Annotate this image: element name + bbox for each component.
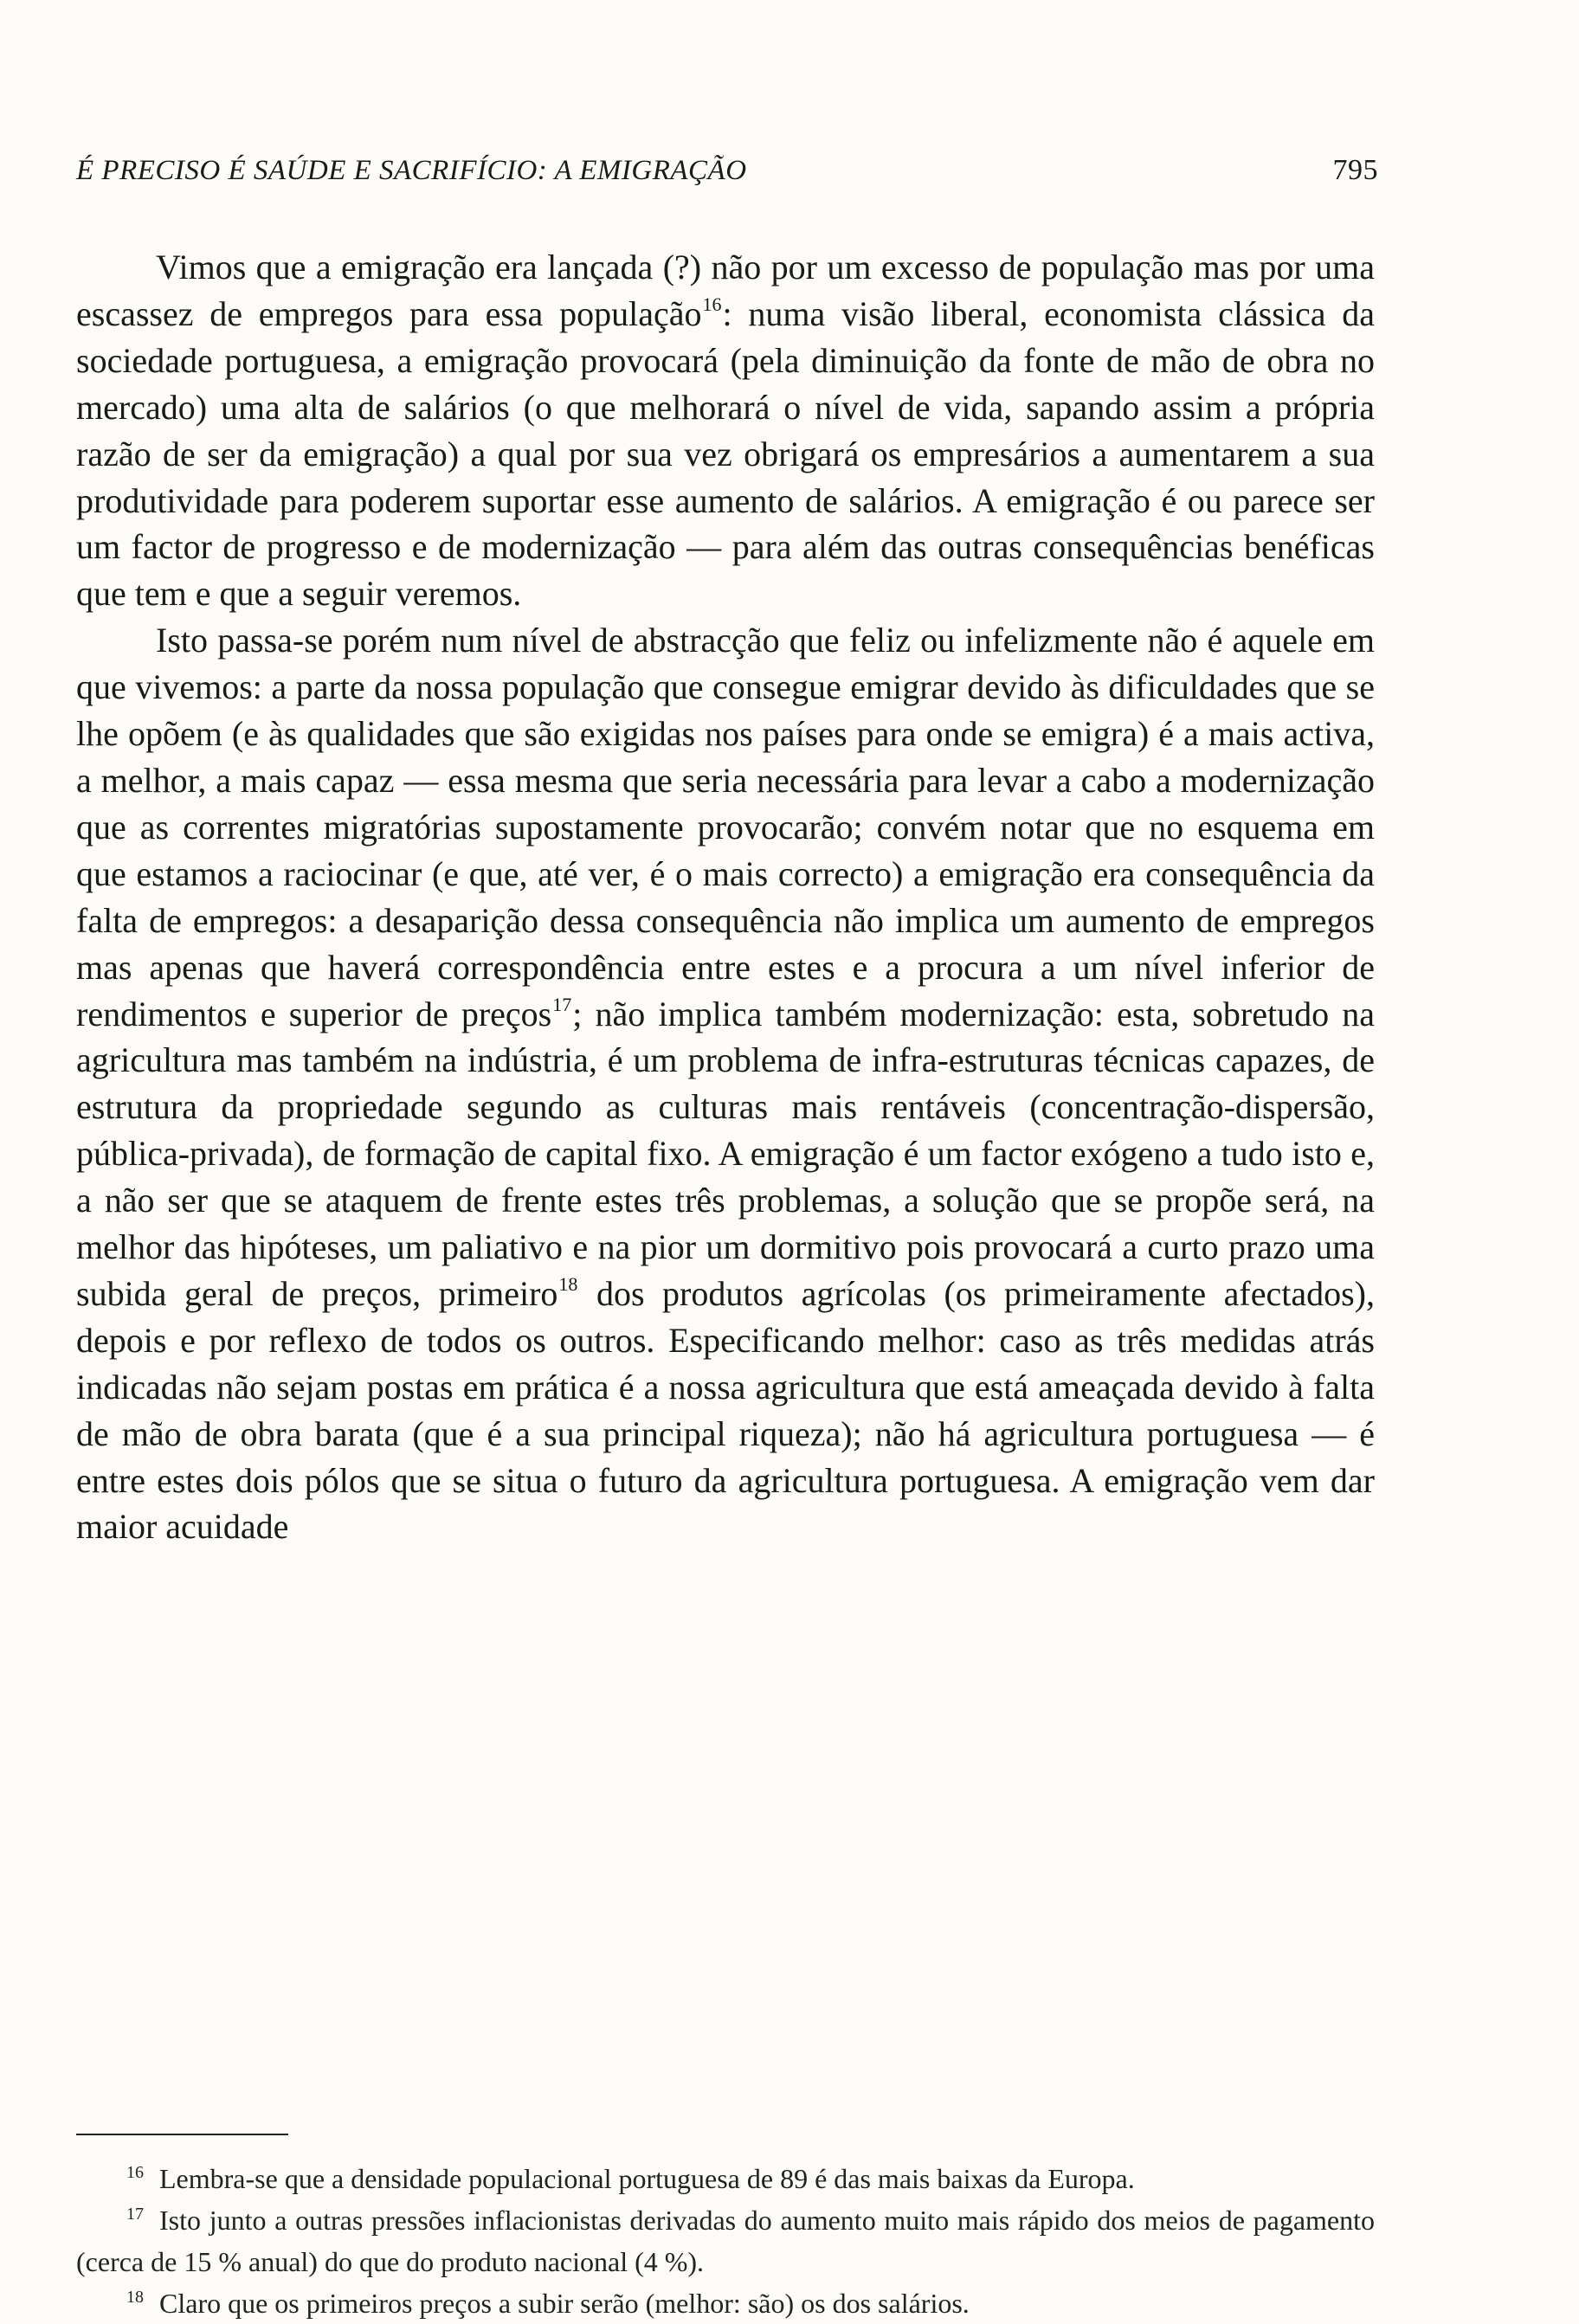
paragraph-2-text-a: Isto passa-se porém num nível de abstracção que feliz ou infelizmente não é aquele em que vivemos: a parte da nossa população que consegue emigrar devido às dificuldades que se lhe opõem (e às qualidades que são exigidas nos países para onde se emigra) é a mais activa, a melhor, a mais capaz — essa mesma que seria necessária para levar a cabo a modernização que as correntes migratórias supostamente provocarão; convém notar que no esquema em que estamos a raciocinar (e que, até ver, é o mais correcto) a emigração era consequência da falta de empregos: a desaparição dessa consequência não implica um aumento de empregos mas apenas que haverá correspondência entre estes e a procura a um nível inferior de rendimentos e superior de preços: [76, 621, 1375, 1033]
footnote-16: [76, 2158, 1375, 2199]
footnote-reference-17: 17: [552, 994, 572, 1015]
footnote-text: Claro que os primeiros preços a subir serão (melhor: são) os dos salários.: [159, 2288, 970, 2319]
footnote-separator: [76, 2134, 288, 2135]
paragraph-2: [76, 617, 1375, 1550]
footnote-text: Lembra-se que a densidade populacional portuguesa de 89 é das mais baixas da Europa.: [159, 2163, 1135, 2194]
footnote-reference-18: 18: [558, 1273, 578, 1296]
paragraph-1-text-b: : numa visão liberal, economista clássica da sociedade portuguesa, a emigração provocará (pela diminuição da fonte de mão de obra no mercado) uma alta de salários (o que melhorará o nível de vida, sapando assim a própria razão de ser da emigração) a qual por sua vez obrigará os empresários a aumentarem a sua produtividade para poderem suportar esse aumento de salários. A emigração é ou parece ser um factor de progresso e de modernização — para além das outras consequências benéficas que tem e que a seguir veremos.: [76, 293, 1375, 614]
footnote-number: 16: [126, 2163, 144, 2182]
paragraph-1-text-a: Vimos que a emigração era lançada (?) não por um excesso de população mas por uma escassez de empregos para essa população: [76, 248, 1375, 333]
footnote-number: 18: [126, 2288, 144, 2307]
running-header: [76, 154, 1378, 187]
paragraph-2-text-b: ; não implica também modernização: esta, sobretudo na agricultura mas também na indústria, é um problema de infra-estruturas técnicas capazes, de estrutura da propriedade segundo as culturas mais rentáveis (concentração-dispersão, pública-privada), de formação de capital fixo. A emigração é um factor exógeno a tudo isto e, a não ser que se ataquem de frente estes três problemas, a solução que se propõe será, na melhor das hipóteses, um paliativo e na pior um dormitivo pois provocará a curto prazo uma subida geral de preços, primeiro: [76, 994, 1375, 1313]
footnote-reference-16: 16: [702, 293, 722, 316]
page-number: 795: [1332, 154, 1378, 186]
footnote-text: Isto junto a outras pressões inflacionistas derivadas do aumento muito mais rápido dos meios de pagamento (cerca de 15 % anual) do que do produto nacional (4 %).: [76, 2205, 1375, 2277]
paragraph-2-text-c: dos produtos agrícolas (os primeiramente afectados), depois e por reflexo de todos os outros. Especificando melhor: caso as três medidas atrás indicadas não sejam postas em prática é a nossa agricultura que está ameaçada devido à falta de mão de obra barata (que é a sua principal riqueza); não há agricultura portuguesa — é entre estes dois pólos que se situa o futuro da agricultura portuguesa. A emigração vem dar maior acuidade: [76, 1273, 1375, 1547]
footnote-17: [76, 2199, 1375, 2282]
footnote-18: [76, 2282, 1375, 2324]
paragraph-1: [76, 244, 1375, 617]
running-title: É PRECISO É SAÚDE E SACRIFÍCIO: A EMIGRAÇÃO: [76, 155, 747, 186]
footnote-number: 17: [126, 2205, 144, 2224]
body-text: [76, 244, 1375, 1550]
footnotes: [76, 2158, 1375, 2324]
